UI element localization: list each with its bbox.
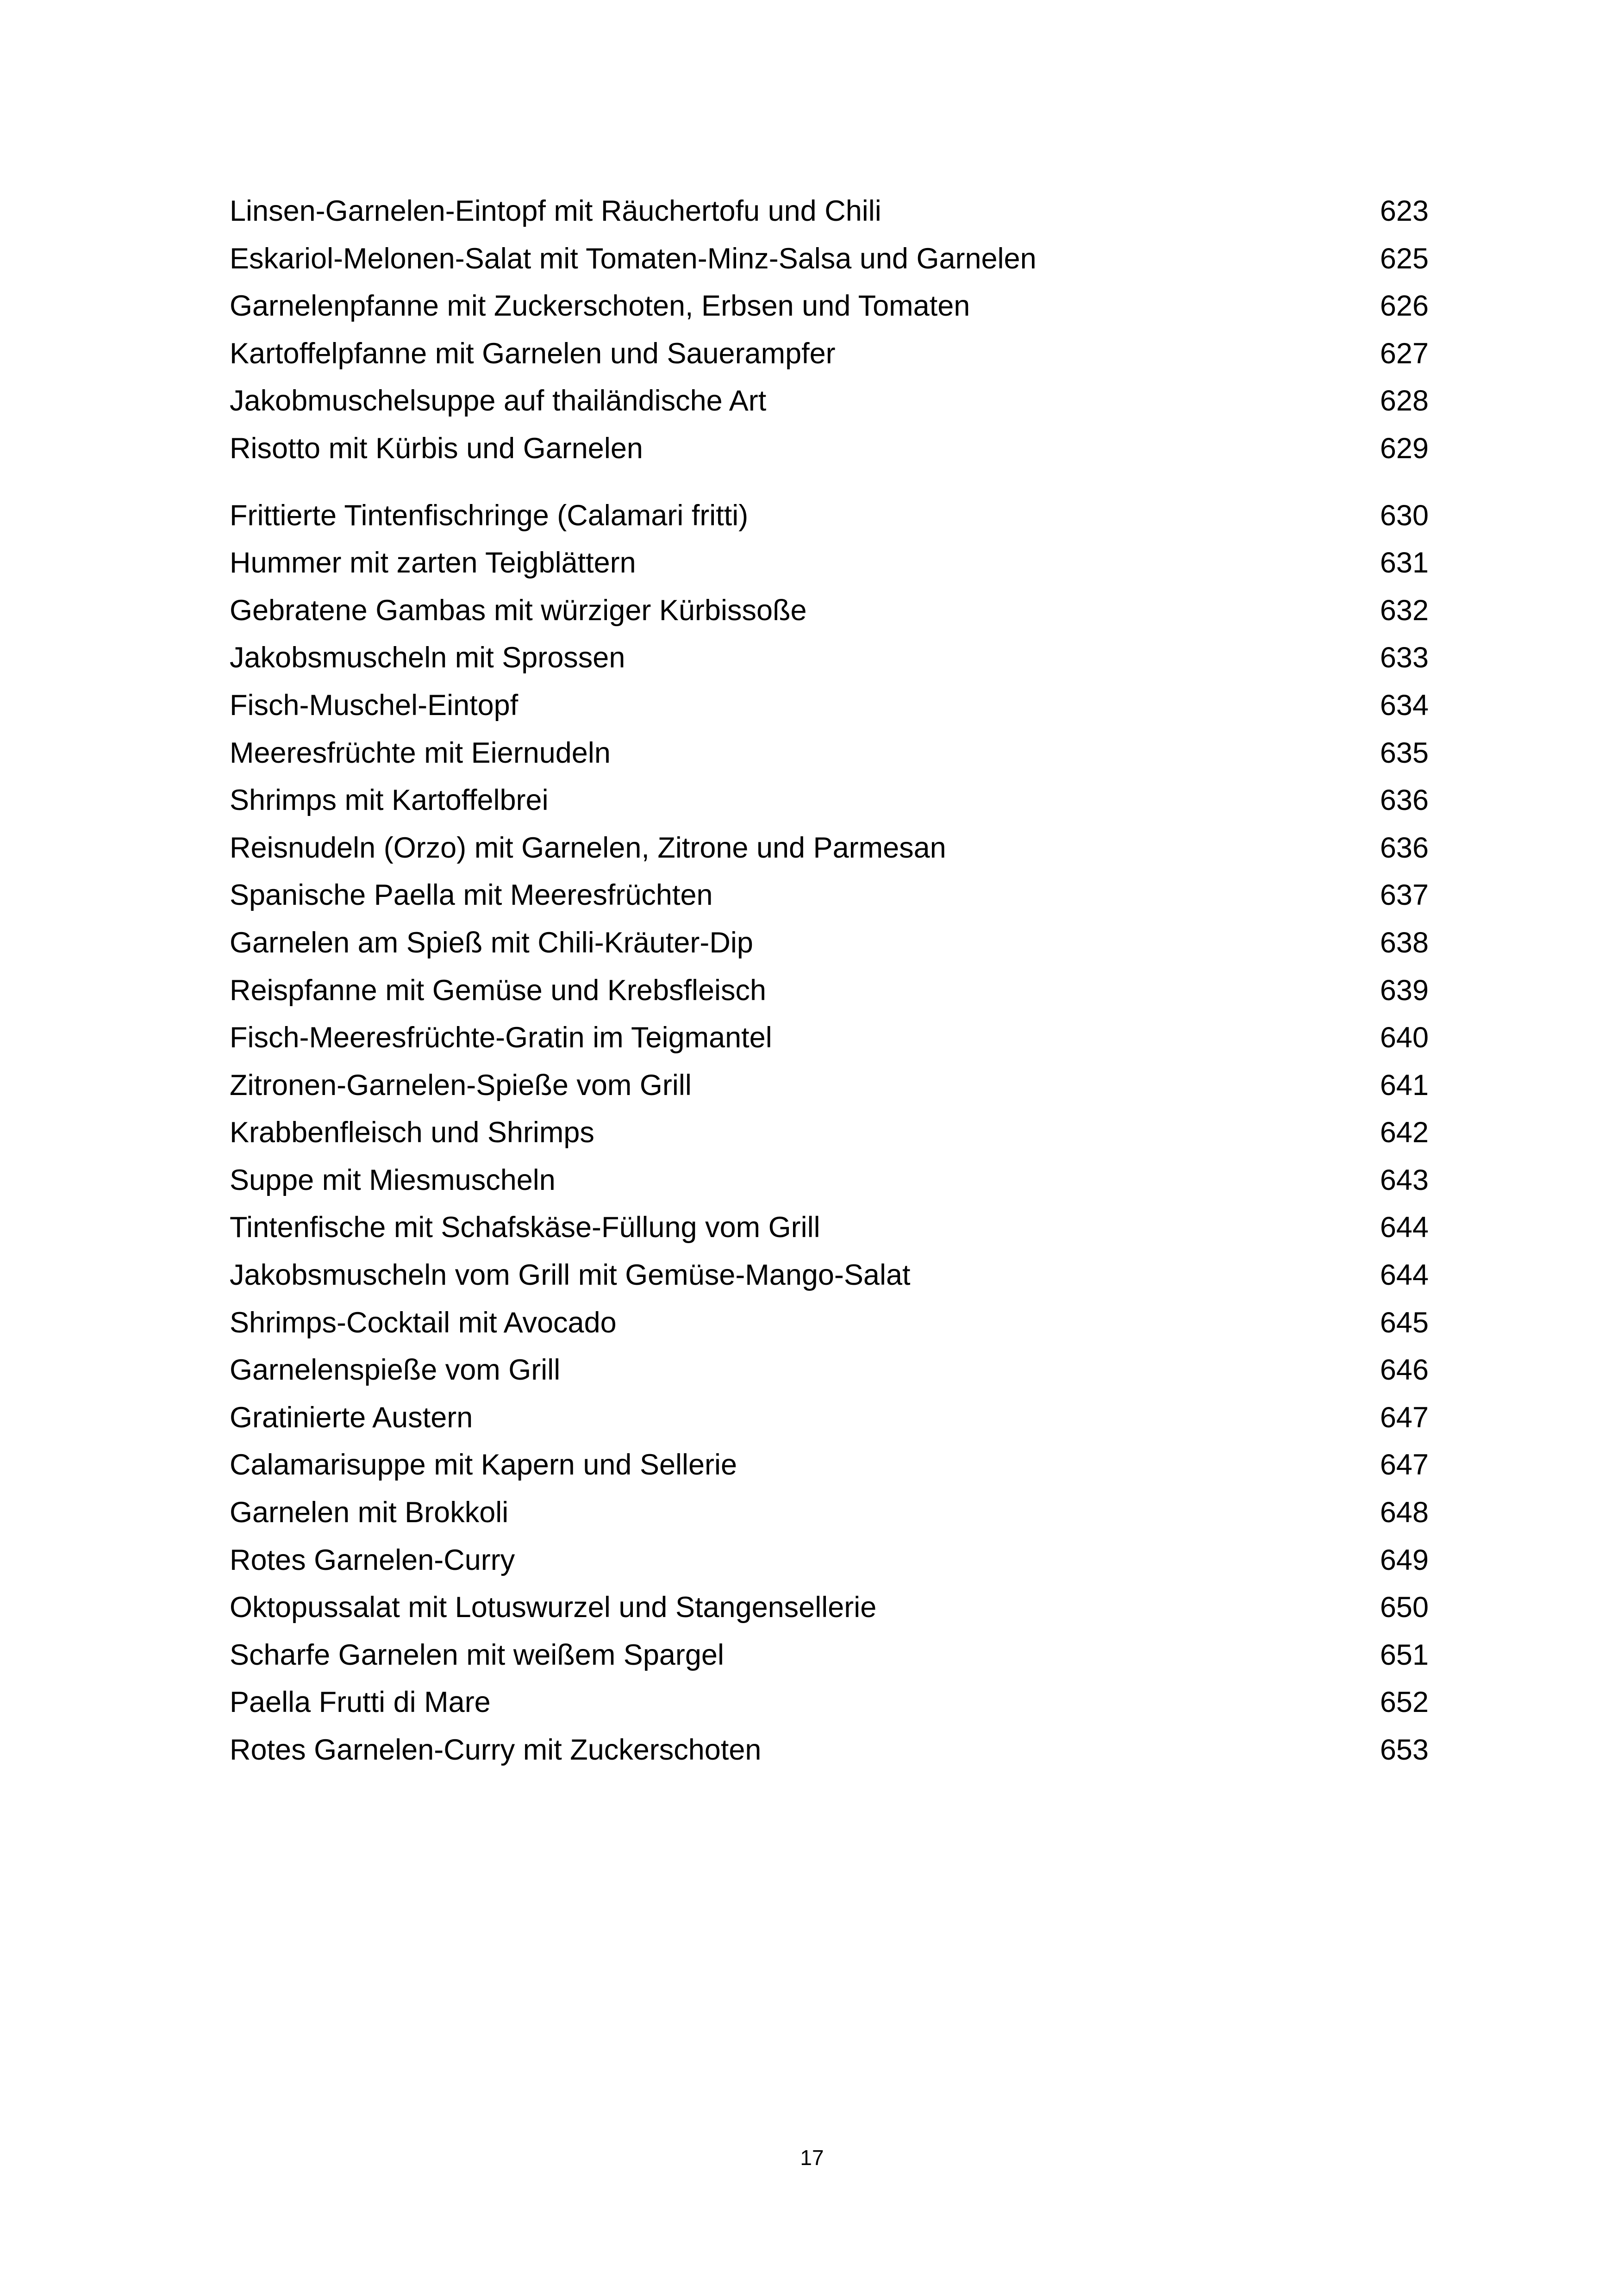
toc-entry-title: Jakobsmuscheln mit Sprossen (230, 641, 625, 674)
toc-entry (230, 634, 1429, 682)
toc-entry-page: 629 (1380, 432, 1429, 465)
toc-entry-page: 642 (1380, 1116, 1429, 1149)
toc-entry (230, 187, 1429, 235)
toc-entry (230, 539, 1429, 587)
toc-entry (230, 1204, 1429, 1251)
toc-entry-page: 644 (1380, 1259, 1429, 1292)
toc-entry-title: Reispfanne mit Gemüse und Krebsfleisch (230, 974, 767, 1007)
toc-entry-page: 637 (1380, 879, 1429, 912)
toc-entry-title: Frittierte Tintenfischringe (Calamari fritti) (230, 499, 749, 532)
toc-entry (230, 682, 1429, 729)
toc-entry-page: 638 (1380, 926, 1429, 959)
toc-entry-page: 627 (1380, 337, 1429, 370)
toc-entry (230, 1679, 1429, 1726)
toc-entry-title: Oktopussalat mit Lotuswurzel und Stangensellerie (230, 1591, 877, 1624)
toc-entry (230, 967, 1429, 1014)
toc-entry-page: 644 (1380, 1211, 1429, 1244)
toc-entry-title: Krabbenfleisch und Shrimps (230, 1116, 594, 1149)
toc-entry (230, 1251, 1429, 1299)
toc-entry-page: 650 (1380, 1591, 1429, 1624)
toc-entry-page: 634 (1380, 689, 1429, 722)
toc-entry-title: Garnelenspieße vom Grill (230, 1354, 561, 1387)
toc-entry (230, 1537, 1429, 1584)
toc-entry-page: 626 (1380, 290, 1429, 323)
toc-entry (230, 1726, 1429, 1774)
toc-entry-page: 635 (1380, 736, 1429, 769)
toc-entry-title: Paella Frutti di Mare (230, 1686, 491, 1719)
toc-entry (230, 492, 1429, 540)
toc-entry-page: 645 (1380, 1306, 1429, 1339)
toc-entry-page: 643 (1380, 1164, 1429, 1196)
toc-entry-page: 631 (1380, 547, 1429, 579)
table-of-contents (230, 187, 1429, 1774)
toc-entry-page: 625 (1380, 242, 1429, 275)
toc-entry (230, 1394, 1429, 1442)
toc-entry (230, 425, 1429, 473)
toc-entry (230, 1631, 1429, 1679)
toc-entry-page: 653 (1380, 1734, 1429, 1766)
toc-entry-title: Garnelen mit Brokkoli (230, 1496, 509, 1529)
toc-entry-title: Kartoffelpfanne mit Garnelen und Sauerampfer (230, 337, 836, 370)
toc-group (230, 492, 1429, 1774)
toc-entry-title: Eskariol-Melonen-Salat mit Tomaten-Minz-Salsa und Garnelen (230, 242, 1037, 275)
toc-entry-title: Calamarisuppe mit Kapern und Sellerie (230, 1449, 737, 1481)
toc-entry-page: 649 (1380, 1543, 1429, 1576)
toc-entry-page: 640 (1380, 1021, 1429, 1054)
toc-entry (230, 282, 1429, 330)
toc-entry-title: Zitronen-Garnelen-Spieße vom Grill (230, 1069, 692, 1101)
toc-entry (230, 1584, 1429, 1631)
toc-entry-title: Gebratene Gambas mit würziger Kürbissoße (230, 594, 807, 627)
toc-entry-title: Fisch-Muschel-Eintopf (230, 689, 518, 722)
toc-entry (230, 587, 1429, 635)
toc-entry-title: Rotes Garnelen-Curry (230, 1543, 515, 1576)
toc-entry-title: Hummer mit zarten Teigblättern (230, 547, 636, 579)
toc-entry-title: Linsen-Garnelen-Eintopf mit Räuchertofu und Chili (230, 195, 881, 227)
toc-entry-title: Suppe mit Miesmuscheln (230, 1164, 556, 1196)
toc-entry (230, 235, 1429, 283)
toc-entry (230, 1299, 1429, 1347)
toc-entry-title: Fisch-Meeresfrüchte-Gratin im Teigmantel (230, 1021, 772, 1054)
toc-entry-title: Rotes Garnelen-Curry mit Zuckerschoten (230, 1734, 762, 1766)
toc-entry-title: Spanische Paella mit Meeresfrüchten (230, 879, 713, 912)
toc-entry-page: 628 (1380, 385, 1429, 417)
toc-entry-page: 633 (1380, 641, 1429, 674)
toc-entry-title: Garnelen am Spieß mit Chili-Kräuter-Dip (230, 926, 753, 959)
toc-entry-title: Shrimps-Cocktail mit Avocado (230, 1306, 617, 1339)
toc-entry-page: 652 (1380, 1686, 1429, 1719)
toc-entry (230, 1441, 1429, 1489)
toc-entry (230, 330, 1429, 378)
toc-entry (230, 1489, 1429, 1537)
toc-entry (230, 1014, 1429, 1062)
toc-group (230, 187, 1429, 473)
toc-entry-title: Jakobmuschelsuppe auf thailändische Art (230, 385, 767, 417)
toc-entry-page: 647 (1380, 1401, 1429, 1434)
toc-entry-title: Shrimps mit Kartoffelbrei (230, 784, 549, 817)
toc-entry-title: Gratinierte Austern (230, 1401, 473, 1434)
toc-entry-page: 632 (1380, 594, 1429, 627)
toc-entry (230, 377, 1429, 425)
toc-entry-title: Jakobsmuscheln vom Grill mit Gemüse-Mango-Salat (230, 1259, 911, 1292)
toc-entry (230, 1157, 1429, 1204)
toc-entry-page: 636 (1380, 831, 1429, 864)
toc-entry (230, 1109, 1429, 1157)
toc-entry (230, 777, 1429, 824)
toc-entry (230, 1062, 1429, 1109)
page-number: 17 (800, 2146, 824, 2170)
toc-entry-page: 648 (1380, 1496, 1429, 1529)
toc-entry-page: 641 (1380, 1069, 1429, 1101)
toc-entry-title: Meeresfrüchte mit Eiernudeln (230, 736, 611, 769)
toc-entry-page: 646 (1380, 1354, 1429, 1387)
toc-entry-page: 639 (1380, 974, 1429, 1007)
toc-entry-title: Reisnudeln (Orzo) mit Garnelen, Zitrone und Parmesan (230, 831, 946, 864)
toc-entry-page: 647 (1380, 1449, 1429, 1481)
toc-entry-page: 630 (1380, 499, 1429, 532)
toc-entry-page: 623 (1380, 195, 1429, 227)
toc-entry (230, 729, 1429, 777)
toc-entry-page: 636 (1380, 784, 1429, 817)
toc-entry-page: 651 (1380, 1638, 1429, 1671)
toc-entry (230, 919, 1429, 967)
toc-entry-title: Garnelenpfanne mit Zuckerschoten, Erbsen und Tomaten (230, 290, 970, 323)
toc-entry (230, 1346, 1429, 1394)
toc-entry (230, 824, 1429, 872)
toc-entry-title: Scharfe Garnelen mit weißem Spargel (230, 1638, 724, 1671)
toc-entry-title: Risotto mit Kürbis und Garnelen (230, 432, 643, 465)
toc-entry-title: Tintenfische mit Schafskäse-Füllung vom Grill (230, 1211, 820, 1244)
toc-entry (230, 871, 1429, 919)
